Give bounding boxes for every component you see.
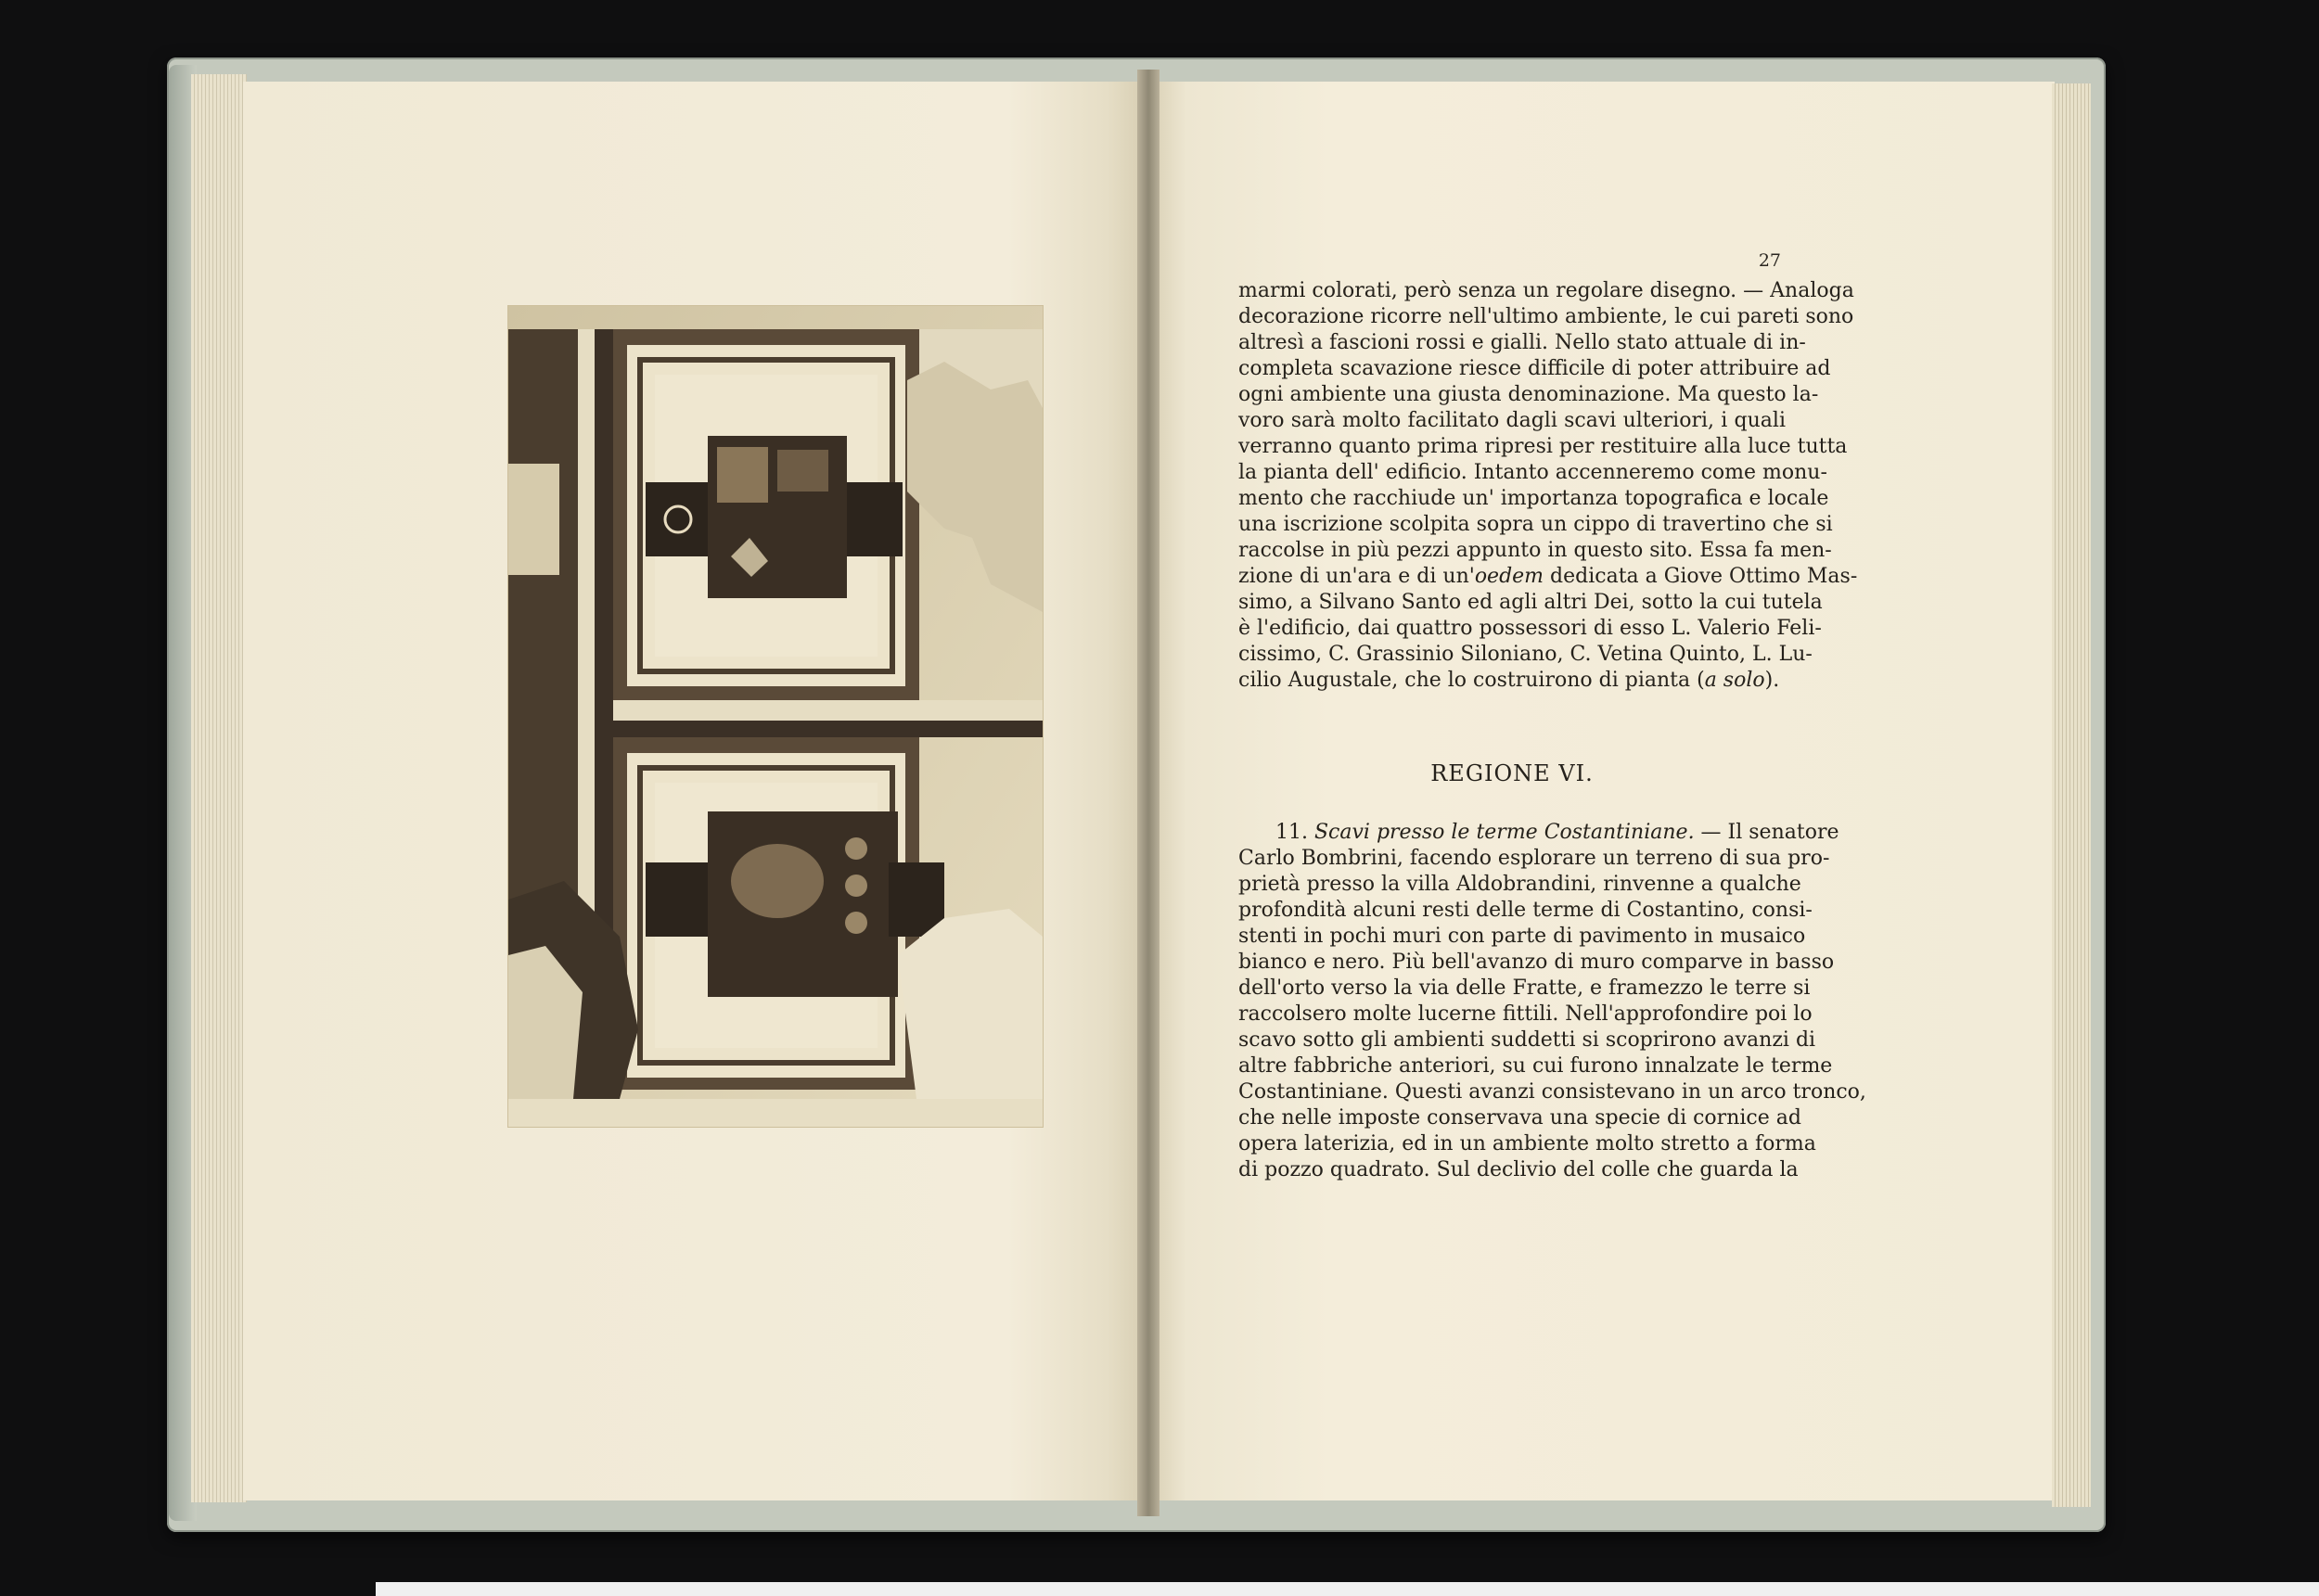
text-line: marmi colorati, però senza un regolare disegno. — Analoga — [1238, 279, 1854, 302]
text-line: prietà presso la villa Aldobrandini, rinvenne a qualche — [1238, 873, 1801, 896]
text-line: verranno quanto prima ripresi per restituire alla luce tutta — [1238, 435, 1848, 458]
text-line: raccolse in più pezzi appunto in questo sito. Essa fa men- — [1238, 539, 1832, 562]
text-line: Carlo Bombrini, facendo esplorare un terreno di sua pro- — [1238, 847, 1830, 870]
text-line: mento che racchiude un' importanza topografica e locale — [1238, 487, 1829, 510]
text-line: ogni ambiente una giusta denominazione. Ma questo la- — [1238, 383, 1819, 406]
text-line: dell'orto verso la via delle Fratte, e framezzo le terre si — [1238, 977, 1811, 1000]
text-line: è l'edificio, dai quattro possessori di esso L. Valerio Feli- — [1238, 617, 1822, 640]
text-line: simo, a Silvano Santo ed agli altri Dei, sotto la cui tutela — [1238, 591, 1823, 614]
text-line: altresì a fascioni rossi e gialli. Nello stato attuale di in- — [1238, 331, 1806, 354]
fresco-upper-panel — [613, 329, 919, 700]
text-line: opera laterizia, ed in un ambiente molto stretto a forma — [1238, 1132, 1816, 1156]
text-line: bianco e nero. Più bell'avanzo di muro comparve in basso — [1238, 951, 1835, 974]
text-line: di pozzo quadrato. Sul declivio del colle che guarda la — [1238, 1158, 1799, 1181]
italic-title: Scavi presso le terme Costantiniane. — [1313, 821, 1695, 844]
text-line: scavo sotto gli ambienti suddetti si scoprirono avanzi di — [1238, 1028, 1816, 1052]
text-line: che nelle imposte conservava una specie di cornice ad — [1238, 1106, 1801, 1130]
text-line: decorazione ricorre nell'ultimo ambiente, le cui pareti sono — [1238, 305, 1854, 328]
section-heading: REGIONE VI. — [1430, 760, 1594, 786]
text-line: zione di un'ara e di un'oedem dedicata a Giove Ottimo Mas- — [1238, 565, 1858, 588]
text-line: raccolsero molte lucerne fittili. Nell'approfondire poi lo — [1238, 1002, 1813, 1026]
text-line: completa scavazione riesce difficile di poter attribuire ad — [1238, 357, 1831, 380]
bottom-strip — [376, 1582, 2319, 1596]
text-line: una iscrizione scolpita sopra un cippo di travertino che si — [1238, 513, 1833, 536]
text-line: Costantiniane. Questi avanzi consistevano in un arco tronco, — [1238, 1080, 1866, 1104]
text-line: profondità alcuni resti delle terme di Costantino, consi- — [1238, 899, 1813, 922]
text-line: la pianta dell' edificio. Intanto accenneremo come monu- — [1238, 461, 1827, 484]
text-line: cilio Augustale, che lo costruirono di pianta (a solo). — [1238, 669, 1780, 692]
left-page-stack — [191, 74, 247, 1502]
fresco-drawing — [508, 306, 1043, 1127]
text-line: altre fabbriche anteriori, su cui furono innalzate le terme — [1238, 1054, 1833, 1078]
italic-term: a solo — [1704, 669, 1765, 692]
text-line: stenti in pochi muri con parte di pavimento in musaico — [1238, 925, 1806, 948]
italic-term: oedem — [1474, 565, 1544, 588]
book-gutter — [1137, 70, 1160, 1516]
text-line: 11. Scavi presso le terme Costantiniane. — Il senatore — [1275, 821, 1839, 844]
text-line: voro sarà molto facilitato dagli scavi ulteriori, i quali — [1238, 409, 1786, 432]
text-line: cissimo, C. Grassinio Siloniano, C. Vetina Quinto, L. Lu- — [1238, 643, 1813, 666]
fresco-lower-panel — [613, 737, 944, 1090]
page-number: 27 — [1758, 250, 1781, 271]
right-page-stack — [2052, 83, 2091, 1507]
fresco-photograph — [508, 306, 1043, 1127]
